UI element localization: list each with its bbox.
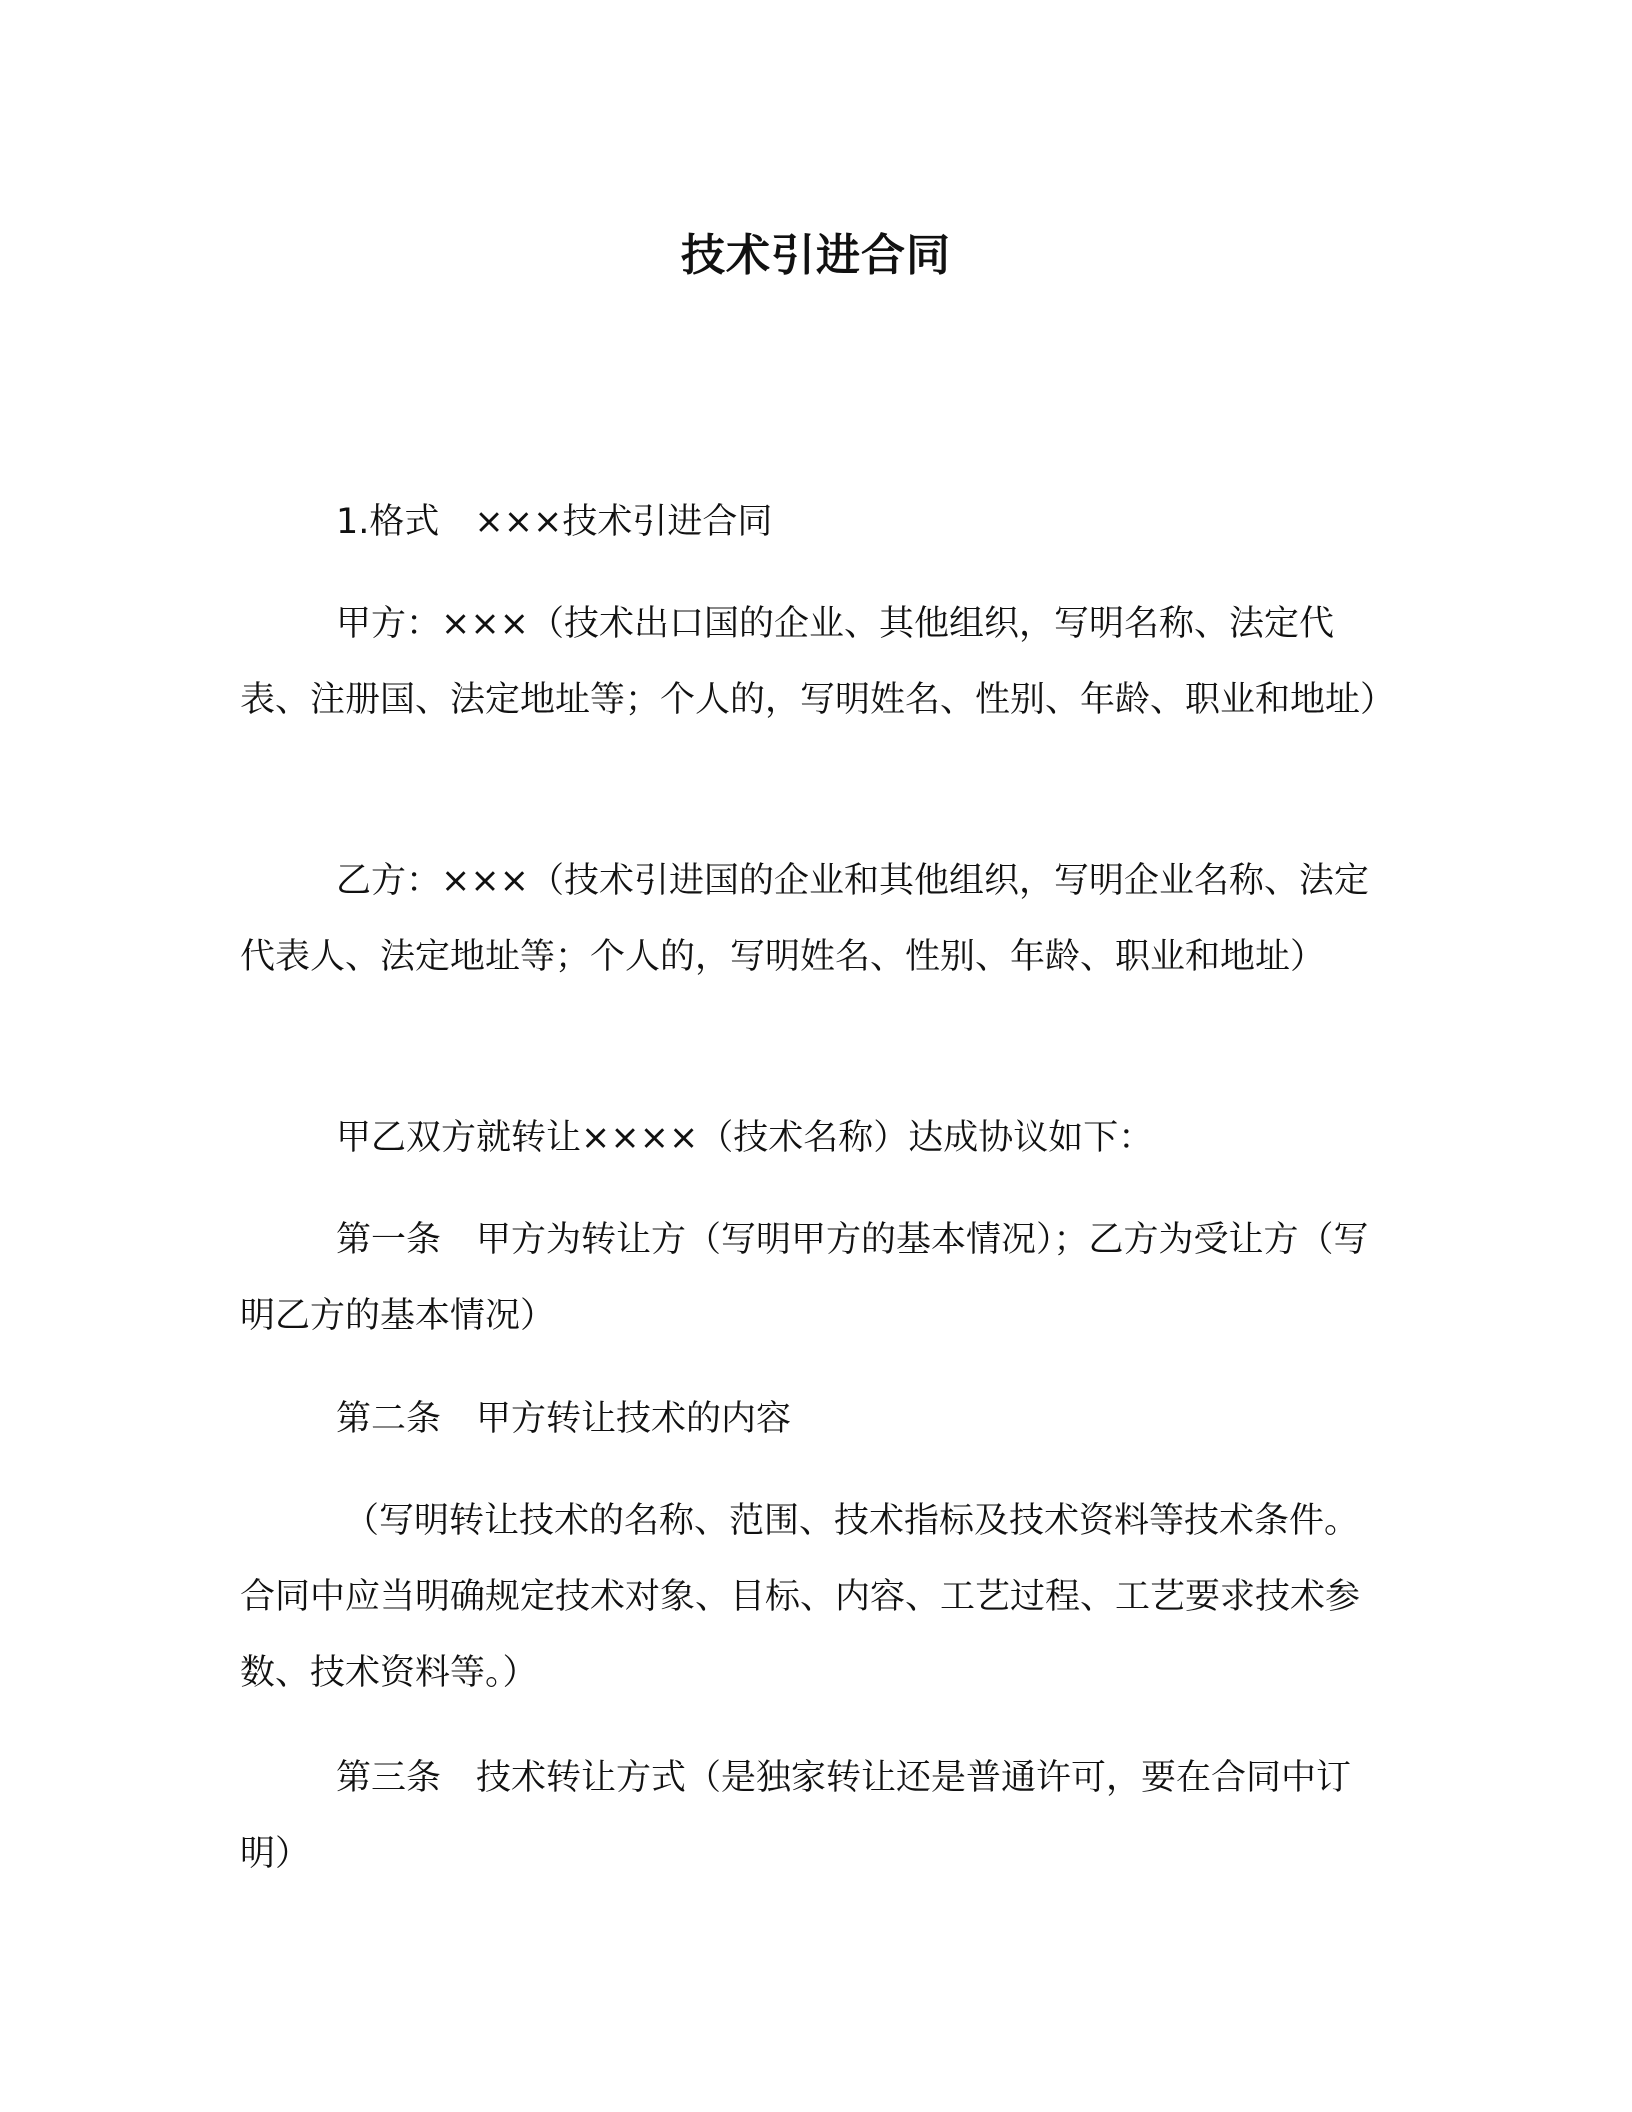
paragraph-party-b: 乙方：×××（技术引进国的企业和其他组织，写明企业名称、法定代表人、法定地址等；个人的，写明姓名、性别、年龄、职业和地址） xyxy=(240,861,1369,977)
paragraph-article-2-detail: （写明转让技术的名称、范围、技术指标及技术资料等技术条件。合同中应当明确规定技术对象、目标、内容、工艺过程、工艺要求技术参数、技术资料等。） xyxy=(240,1501,1361,1693)
paragraph-article-3: 第三条 技术转让方式（是独家转让还是普通许可，要在合同中订明） xyxy=(240,1758,1352,1874)
paragraph-party-a: 甲方：×××（技术出口国的企业、其他组织，写明名称、法定代表、注册国、法定地址等；个人的，写明姓名、性别、年龄、职业和地址） xyxy=(240,604,1396,720)
paragraph-article-2: 第二条 甲方转让技术的内容 xyxy=(336,1399,792,1439)
paragraph-format: 1.格式 ×××技术引进合同 xyxy=(336,502,773,542)
paragraph-agreement: 甲乙双方就转让××××（技术名称）达成协议如下： xyxy=(336,1118,1154,1158)
paragraph-article-1: 第一条 甲方为转让方（写明甲方的基本情况）；乙方为受让方（写明乙方的基本情况） xyxy=(240,1220,1369,1336)
document-title: 技术引进合同 xyxy=(681,230,951,281)
